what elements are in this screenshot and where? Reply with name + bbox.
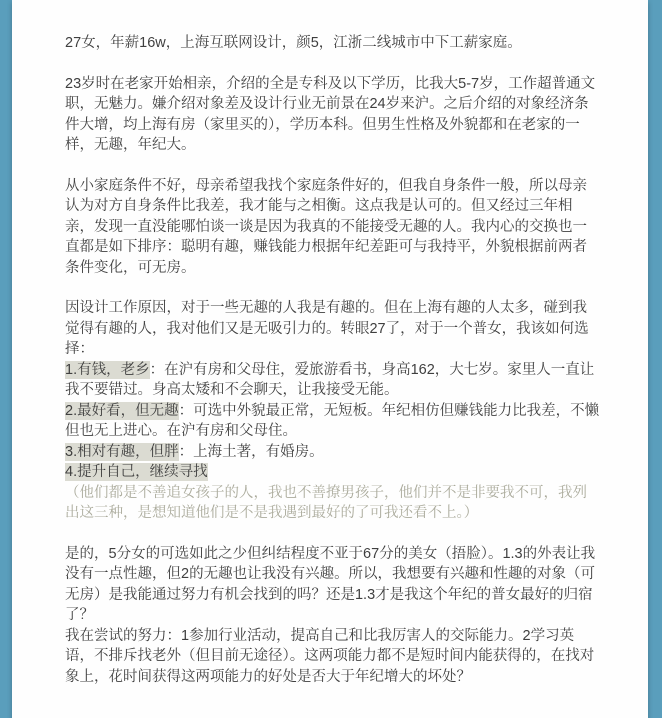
option-4-highlight: 4.提升自己，继续寻找 bbox=[65, 464, 208, 480]
option-3 bbox=[65, 442, 600, 463]
option-2-text: ：可选中外貌最正常，无短板。年纪相仿但赚钱能力比我差，不懒但也无上进心。在沪有房和父母住。 bbox=[65, 402, 600, 439]
option-2 bbox=[65, 401, 600, 442]
post-paragraph-choices bbox=[65, 298, 600, 524]
post-paragraph-family: 从小家庭条件不好，母亲希望我找个家庭条件好的，但我自身条件一般，所以母亲认为对方自身条件比我差，我才能与之相衡。这点我是认可的。但又经过三年相亲，发现一直没能哪怕谈一谈是因为我真的不能接受无趣的人。我内心的交换也一直都是如下排序：聪明有趣，赚钱能力根据年纪差距可与我持平，外貌根据前两者条件变化，可无房。 bbox=[65, 177, 587, 276]
option-3-text: ：上海土著，有婚房。 bbox=[178, 443, 324, 460]
option-3-highlight: 3.相对有趣，但胖 bbox=[65, 443, 179, 460]
option-4 bbox=[65, 462, 600, 483]
option-1-text: ：在沪有房和父母住，爱旅游看书，身高162，大七岁。家里人一直让我不要错过。身高太矮和不会聊天，让我接受无能。 bbox=[65, 361, 595, 398]
option-2-highlight: 2.最好看，但无趣 bbox=[65, 402, 179, 419]
option-1-highlight: 1.有钱，老乡 bbox=[65, 361, 150, 378]
option-1 bbox=[65, 360, 600, 401]
choices-intro: 因设计工作原因，对于一些无趣的人我是有趣的。但在上海有趣的人太多，碰到我觉得有趣的人，我对他们又是无吸引力的。转眼27了，对于一个普女，我该如何选择： bbox=[65, 300, 589, 357]
dilemma-text: 是的，5分女的可选如此之少但纠结程度不亚于67分的美女（捂脸）。1.3的外表让我没有一点性趣，但2的无趣也让我没有兴趣。所以，我想要有兴趣和性趣的对象（可无房）是我能通过努力有机会找到的吗？还是1.3才是我这个年纪的普女最好的归宿了？ bbox=[65, 545, 596, 623]
efforts-text: 我在尝试的努力：1参加行业活动，提高自己和比我厉害人的交际能力。2学习英语，不排斥找老外（但目前无途径）。这两项能力都不是短时间内能获得的，在找对象上，花时间获得这两项能力的好处是否大于年纪增大的坏处？ bbox=[65, 627, 595, 685]
post-note: （他们都是不善追女孩子的人，我也不善撩男孩子，他们并不是非要我不可，我列出这三种，是想知道他们是不是我遇到最好的了可我还看不上。） bbox=[65, 484, 587, 521]
post-paragraph-final bbox=[65, 544, 600, 688]
post-paragraph-matchmaking: 23岁时在老家开始相亲，介绍的全是专科及以下学历，比我大5-7岁，工作超普通文职，无魅力。嫌介绍对象差及设计行业无前景在24岁来沪。之后介绍的对象经济条件大增，均上海有房（家里买的），学历本科。但男生性格及外貌都和在老家的一样，无趣，年纪大。 bbox=[65, 75, 596, 153]
post-card bbox=[12, 0, 648, 718]
post-intro: 27女，年薪16w，上海互联网设计，颜5，江浙二线城市中下工薪家庭。 bbox=[65, 35, 522, 51]
